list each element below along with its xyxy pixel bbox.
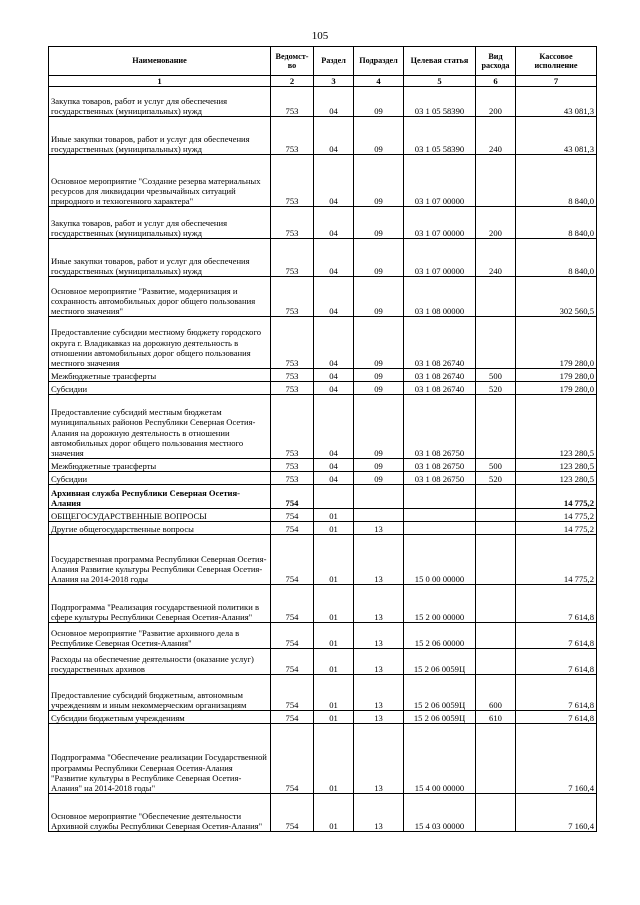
row-department-cell: 753 [271,277,314,317]
row-section-cell: 04 [314,117,354,155]
row-expense-type-cell: 500 [476,369,516,382]
row-expense-type-cell [476,649,516,675]
row-amount-cell: 123 280,5 [516,459,597,472]
table-row [49,585,597,623]
row-subsection-cell: 09 [354,472,404,485]
row-subsection-cell: 13 [354,794,404,832]
row-expense-type-cell: 240 [476,239,516,277]
row-name-cell: Субсидии бюджетным учреждениям [49,711,271,724]
row-expense-type-cell [476,724,516,794]
row-department-cell: 753 [271,207,314,239]
header-department: Ведомст-во [271,47,314,76]
column-number: 6 [476,76,516,87]
row-subsection-cell: 13 [354,585,404,623]
table-row [49,485,597,509]
row-expense-type-cell [476,395,516,459]
row-target-article-cell: 03 1 08 26740 [404,317,476,369]
row-expense-type-cell [476,509,516,522]
row-expense-type-cell: 200 [476,207,516,239]
column-number: 2 [271,76,314,87]
row-target-article-cell: 15 2 06 0059Ц [404,649,476,675]
row-target-article-cell: 03 1 05 58390 [404,117,476,155]
column-number: 4 [354,76,404,87]
row-name-cell: Иные закупки товаров, работ и услуг для обеспечения государственных (муниципальных) нужд [49,117,271,155]
table-row [49,472,597,485]
column-number: 1 [49,76,271,87]
row-subsection-cell: 09 [354,155,404,207]
row-subsection-cell: 13 [354,623,404,649]
row-expense-type-cell [476,623,516,649]
row-section-cell: 01 [314,675,354,711]
row-department-cell: 753 [271,239,314,277]
row-amount-cell: 7 160,4 [516,724,597,794]
table-header-row [49,47,597,76]
row-name-cell: Субсидии [49,472,271,485]
table-row [49,87,597,117]
row-expense-type-cell: 610 [476,711,516,724]
row-department-cell: 754 [271,675,314,711]
row-subsection-cell: 09 [354,117,404,155]
row-subsection-cell: 09 [354,369,404,382]
row-department-cell: 753 [271,472,314,485]
row-section-cell: 01 [314,535,354,585]
row-name-cell: Предоставление субсидий бюджетным, автономным учреждениям и иным некоммерческим организациям [49,675,271,711]
row-name-cell: Закупка товаров, работ и услуг для обеспечения государственных (муниципальных) нужд [49,207,271,239]
row-expense-type-cell [476,522,516,535]
row-target-article-cell: 15 2 06 00000 [404,623,476,649]
row-name-cell: Межбюджетные трансферты [49,369,271,382]
row-expense-type-cell: 520 [476,472,516,485]
row-amount-cell: 7 614,8 [516,649,597,675]
row-target-article-cell: 03 1 07 00000 [404,207,476,239]
table-row [49,277,597,317]
row-target-article-cell: 03 1 08 26750 [404,459,476,472]
row-subsection-cell: 09 [354,459,404,472]
column-number-row [49,76,597,87]
row-target-article-cell: 15 2 00 00000 [404,585,476,623]
row-section-cell: 01 [314,522,354,535]
table-row [49,459,597,472]
row-target-article-cell: 15 2 06 0059Ц [404,711,476,724]
row-department-cell: 754 [271,585,314,623]
table-body [49,87,597,832]
row-amount-cell: 123 280,5 [516,472,597,485]
table-row [49,794,597,832]
row-name-cell: Подпрограмма "Реализация государственной политики в сфере культуры Республики Северная Осетия-Алания" [49,585,271,623]
row-amount-cell: 8 840,0 [516,239,597,277]
row-department-cell: 754 [271,794,314,832]
row-amount-cell: 14 775,2 [516,522,597,535]
row-department-cell: 753 [271,382,314,395]
page-number: 105 [311,30,329,42]
row-amount-cell: 7 614,8 [516,711,597,724]
table-row [49,369,597,382]
row-name-cell: Закупка товаров, работ и услуг для обеспечения государственных (муниципальных) нужд [49,87,271,117]
table-row [49,382,597,395]
row-subsection-cell: 13 [354,522,404,535]
row-section-cell: 01 [314,711,354,724]
row-department-cell: 753 [271,317,314,369]
row-name-cell: Другие общегосударственные вопросы [49,522,271,535]
row-expense-type-cell [476,317,516,369]
row-section-cell: 04 [314,459,354,472]
table-row [49,395,597,459]
row-amount-cell: 179 280,0 [516,369,597,382]
row-section-cell: 04 [314,87,354,117]
row-amount-cell: 7 614,8 [516,585,597,623]
row-target-article-cell: 03 1 07 00000 [404,155,476,207]
row-expense-type-cell: 600 [476,675,516,711]
row-amount-cell: 43 081,3 [516,117,597,155]
row-name-cell: Предоставление субсидий местным бюджетам муниципальных районов Республики Северная Осетия-Алания на дорожную деятельность в отношении автомобильных дорог общего пользования местного значения [49,395,271,459]
row-target-article-cell: 03 1 05 58390 [404,87,476,117]
header-section: Раздел [314,47,354,76]
table-row [49,623,597,649]
row-amount-cell: 7 614,8 [516,623,597,649]
row-department-cell: 754 [271,623,314,649]
row-section-cell: 04 [314,207,354,239]
row-name-cell: Архивная служба Республики Северная Осетия-Алания [49,485,271,509]
row-name-cell: Основное мероприятие "Обеспечение деятельности Архивной службы Республики Северная Осетия-Алания" [49,794,271,832]
row-subsection-cell [354,509,404,522]
table-row [49,317,597,369]
row-expense-type-cell: 240 [476,117,516,155]
row-expense-type-cell [476,485,516,509]
row-subsection-cell: 09 [354,277,404,317]
row-department-cell: 753 [271,117,314,155]
row-name-cell: Государственная программа Республики Северная Осетия-Алания Развитие культуры Республики Северная Осетия-Алания на 2014-2018 годы [49,535,271,585]
row-amount-cell: 7 614,8 [516,675,597,711]
row-amount-cell: 14 775,2 [516,535,597,585]
row-department-cell: 754 [271,724,314,794]
table-row [49,522,597,535]
row-amount-cell: 43 081,3 [516,87,597,117]
row-amount-cell: 8 840,0 [516,155,597,207]
row-target-article-cell: 15 0 00 00000 [404,535,476,585]
row-name-cell: ОБЩЕГОСУДАРСТВЕННЫЕ ВОПРОСЫ [49,509,271,522]
row-department-cell: 754 [271,485,314,509]
row-section-cell: 01 [314,585,354,623]
row-department-cell: 754 [271,522,314,535]
row-name-cell: Предоставление субсидии местному бюджету городского округа г. Владикавказ на дорожную деятельность в отношении автомобильных дорог общего пользования местного значения [49,317,271,369]
row-target-article-cell [404,509,476,522]
row-department-cell: 753 [271,395,314,459]
row-section-cell: 04 [314,239,354,277]
row-name-cell: Основное мероприятие "Создание резерва материальных ресурсов для ликвидации чрезвычайных ситуаций природного и техногенного характера" [49,155,271,207]
row-amount-cell: 179 280,0 [516,382,597,395]
row-amount-cell: 123 280,5 [516,395,597,459]
row-section-cell: 04 [314,382,354,395]
row-amount-cell: 8 840,0 [516,207,597,239]
table-row [49,509,597,522]
row-target-article-cell: 03 1 08 26750 [404,472,476,485]
table-row [49,675,597,711]
row-subsection-cell: 09 [354,239,404,277]
row-subsection-cell: 13 [354,711,404,724]
row-target-article-cell: 15 4 00 00000 [404,724,476,794]
row-subsection-cell: 09 [354,317,404,369]
table-row [49,207,597,239]
row-section-cell: 01 [314,724,354,794]
row-expense-type-cell: 520 [476,382,516,395]
row-expense-type-cell [476,155,516,207]
row-section-cell: 01 [314,623,354,649]
table-row [49,649,597,675]
row-section-cell: 04 [314,155,354,207]
row-subsection-cell [354,485,404,509]
row-name-cell: Основное мероприятие "Развитие, модернизация и сохранность автомобильных дорог общего пользования местного значения" [49,277,271,317]
table-row [49,711,597,724]
row-department-cell: 753 [271,155,314,207]
row-expense-type-cell: 500 [476,459,516,472]
row-target-article-cell: 03 1 08 26740 [404,369,476,382]
row-section-cell: 04 [314,395,354,459]
header-cash-execution: Кассовое исполнение [516,47,597,76]
row-target-article-cell: 15 4 03 00000 [404,794,476,832]
header-name: Наименование [49,47,271,76]
row-section-cell: 01 [314,649,354,675]
row-section-cell: 04 [314,277,354,317]
row-section-cell [314,485,354,509]
row-target-article-cell [404,485,476,509]
row-subsection-cell: 13 [354,649,404,675]
column-number: 7 [516,76,597,87]
row-department-cell: 753 [271,459,314,472]
row-target-article-cell: 03 1 08 00000 [404,277,476,317]
row-expense-type-cell [476,277,516,317]
row-name-cell: Межбюджетные трансферты [49,459,271,472]
row-target-article-cell: 03 1 08 26740 [404,382,476,395]
row-subsection-cell: 09 [354,207,404,239]
row-department-cell: 753 [271,87,314,117]
table-row [49,724,597,794]
row-name-cell: Субсидии [49,382,271,395]
row-expense-type-cell [476,535,516,585]
row-subsection-cell: 13 [354,535,404,585]
row-amount-cell: 179 280,0 [516,317,597,369]
header-target-article: Целевая статья [404,47,476,76]
row-expense-type-cell [476,794,516,832]
row-target-article-cell [404,522,476,535]
row-subsection-cell: 09 [354,395,404,459]
header-subsection: Подраздел [354,47,404,76]
row-target-article-cell: 03 1 07 00000 [404,239,476,277]
row-name-cell: Основное мероприятие "Развитие архивного дела в Республике Северная Осетия-Алания" [49,623,271,649]
row-amount-cell: 302 560,5 [516,277,597,317]
row-subsection-cell: 13 [354,724,404,794]
column-number: 3 [314,76,354,87]
table-row [49,535,597,585]
table-row [49,155,597,207]
row-name-cell: Подпрограмма "Обеспечение реализации Государственной программы Республики Северная Осетия-Алания "Развитие культуры в Республике Северная Осетия-Алания" на 2014-2018 годы" [49,724,271,794]
row-subsection-cell: 09 [354,382,404,395]
row-amount-cell: 14 775,2 [516,485,597,509]
row-expense-type-cell: 200 [476,87,516,117]
row-section-cell: 01 [314,509,354,522]
budget-execution-table [48,46,597,832]
row-section-cell: 04 [314,369,354,382]
row-name-cell: Расходы на обеспечение деятельности (оказание услуг) государственных архивов [49,649,271,675]
row-department-cell: 754 [271,649,314,675]
row-department-cell: 753 [271,369,314,382]
table-row [49,239,597,277]
row-amount-cell: 7 160,4 [516,794,597,832]
row-section-cell: 01 [314,794,354,832]
row-department-cell: 754 [271,535,314,585]
row-subsection-cell: 13 [354,675,404,711]
row-target-article-cell: 15 2 06 0059Ц [404,675,476,711]
header-expense-type: Вид расхода [476,47,516,76]
column-number: 5 [404,76,476,87]
row-amount-cell: 14 775,2 [516,509,597,522]
row-department-cell: 754 [271,711,314,724]
row-target-article-cell: 03 1 08 26750 [404,395,476,459]
row-name-cell: Иные закупки товаров, работ и услуг для обеспечения государственных (муниципальных) нужд [49,239,271,277]
row-expense-type-cell [476,585,516,623]
row-section-cell: 04 [314,317,354,369]
table-row [49,117,597,155]
row-subsection-cell: 09 [354,87,404,117]
row-section-cell: 04 [314,472,354,485]
row-department-cell: 754 [271,509,314,522]
